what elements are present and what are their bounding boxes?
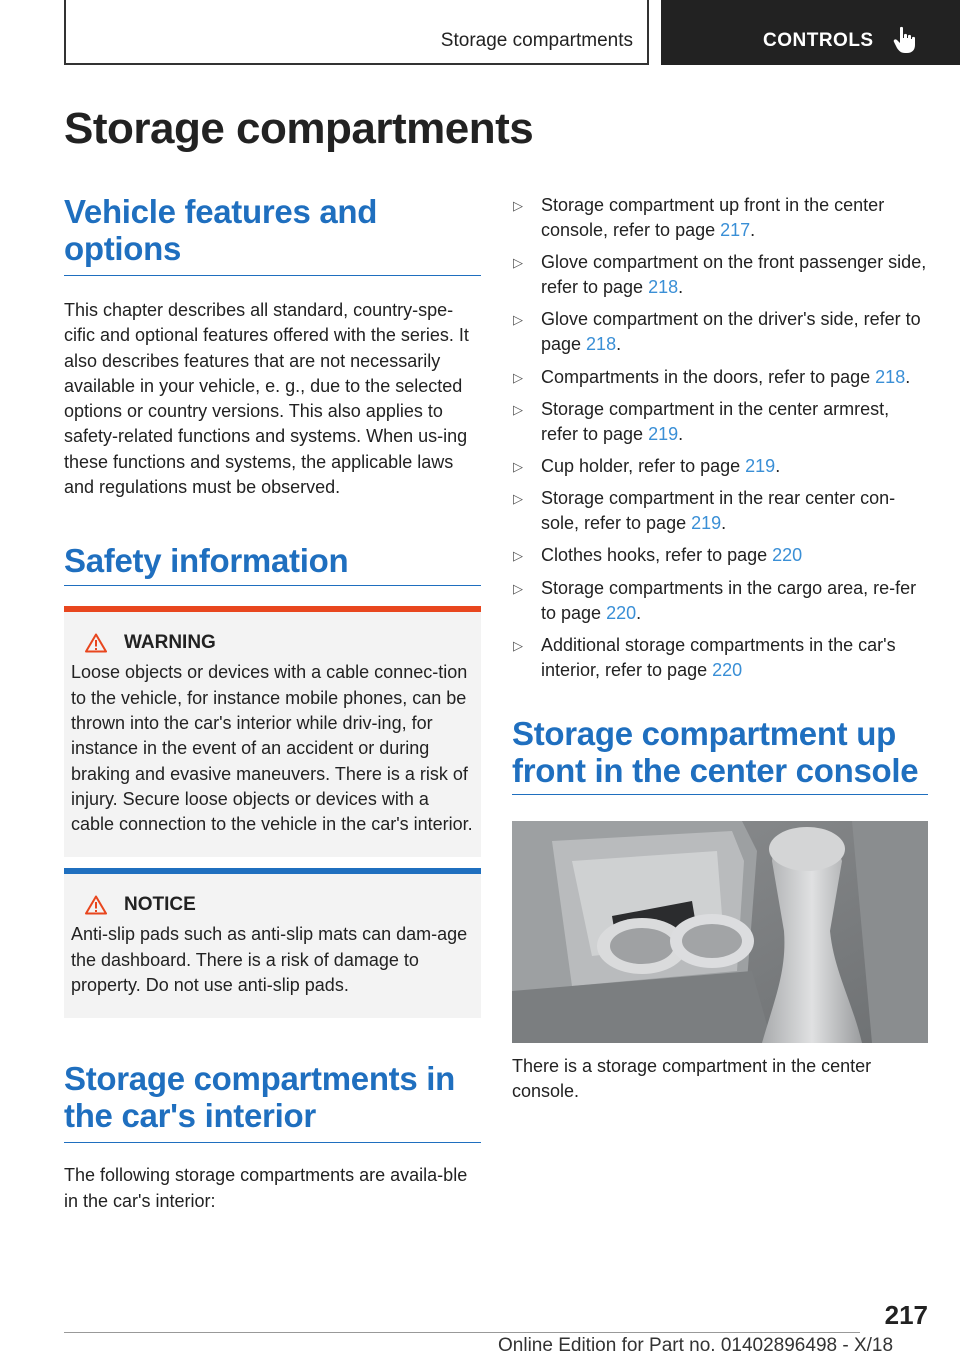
page-reference-link[interactable]: 218 — [586, 334, 617, 355]
list-item — [512, 543, 928, 568]
notice-triangle-icon — [85, 895, 107, 915]
list-item-text: Cup holder, refer to page — [541, 455, 746, 476]
bullet-triangle-icon: ▷ — [513, 637, 523, 653]
list-item-suffix: . — [678, 277, 684, 298]
list-item — [512, 307, 928, 357]
list-item-suffix: . — [775, 455, 781, 476]
list-item-text: Storage compartment up front in the center console, refer to page — [541, 195, 885, 240]
storage-interior-text: The following storage compartments are availa-ble in the car's interior: — [64, 1165, 468, 1211]
list-item-text: Storage compartments in the cargo area, re-fer to page — [541, 577, 917, 623]
notice-box — [64, 868, 481, 1018]
list-item-text: Storage compartment in the rear center con-sole, refer to page — [541, 488, 896, 534]
list-item — [512, 576, 928, 626]
warning-title — [71, 632, 474, 654]
page-reference-link[interactable]: 220 — [712, 659, 743, 680]
page-reference-link[interactable]: 217 — [720, 220, 751, 240]
page-reference-link[interactable]: 218 — [875, 366, 906, 387]
bullet-triangle-icon: ▷ — [513, 491, 523, 507]
page-title: Storage compartments — [64, 104, 534, 153]
header-chapter-label: CONTROLS — [763, 30, 874, 51]
list-item-text: Glove compartment on the driver's side, refer to page — [541, 309, 921, 355]
warning-triangle-icon — [85, 633, 107, 653]
heading-center-console: Storage compartment up front in the center console — [512, 715, 928, 795]
bullet-triangle-icon: ▷ — [513, 580, 523, 596]
list-item-suffix: . — [616, 334, 622, 355]
bullet-triangle-icon: ▷ — [513, 369, 523, 385]
list-item — [512, 633, 928, 683]
warning-text: Loose objects or devices with a cable connec-tion to the vehicle, for instance mobile phones, can be thrown into the car's interior while driv-ing, for instance in the event of an accident or during braking and evasive maneuvers. There is a risk of injury. Secure loose objects or devices with a cable connection to the vehicle in the car's interior. — [71, 662, 473, 835]
bullet-triangle-icon: ▷ — [513, 255, 523, 271]
list-item-text: Compartments in the doors, refer to page — [541, 366, 876, 387]
list-item — [512, 250, 928, 300]
list-item-text: Glove compartment on the front passenger side, refer to page — [541, 252, 927, 298]
header-section-tab — [64, 0, 649, 65]
bullet-triangle-icon: ▷ — [513, 458, 523, 474]
list-item-suffix: . — [905, 366, 911, 387]
left-column — [64, 193, 481, 1214]
list-item-text: Storage compartment in the center armrest, refer to page — [541, 398, 890, 444]
page-reference-link[interactable]: 220 — [606, 602, 637, 623]
header-section-title: Storage compartments — [440, 30, 633, 51]
center-console-text: There is a storage compartment in the center console. — [512, 1055, 872, 1102]
list-item-text: Clothes hooks, refer to page — [541, 545, 773, 566]
bullet-triangle-icon: ▷ — [513, 401, 523, 417]
footer-divider — [64, 1332, 860, 1333]
page-reference-link[interactable]: 218 — [648, 277, 679, 298]
warning-title-text: WARNING — [124, 632, 216, 654]
list-item — [512, 193, 928, 243]
right-column — [512, 193, 928, 1104]
list-item-suffix: . — [636, 602, 642, 623]
notice-text: Anti-slip pads such as anti-slip mats can dam-age the dashboard. There is a risk of damage to property. Do not use anti-slip pads. — [71, 924, 468, 996]
list-item-text: Additional storage compartments in the car's interior, refer to page — [541, 634, 896, 680]
bullet-triangle-icon: ▷ — [513, 198, 523, 213]
vehicle-features-text: This chapter describes all standard, country-spe-cific and optional features offered with the series. It also describes features that are not necessarily available in your vehicle, e. g., due to the selected options or country versions. This also applies to safety-related functions and systems. When us-ing these functions and systems, the applicable laws and regulations must be observed. — [64, 300, 469, 498]
list-item — [512, 454, 928, 479]
list-item-suffix: . — [750, 220, 756, 240]
heading-storage-interior: Storage compartments in the car's interior — [64, 1060, 481, 1143]
list-item-suffix: . — [721, 513, 727, 534]
list-item — [512, 365, 928, 390]
heading-safety-information: Safety information — [64, 542, 481, 586]
bullet-triangle-icon: ▷ — [513, 312, 523, 328]
list-item — [512, 397, 928, 447]
center-console-photo — [512, 821, 928, 1043]
page-number: 217 — [884, 1300, 928, 1330]
footer-edition: Online Edition for Part no. 01402896498 - X/18 — [498, 1335, 894, 1356]
pointing-hand-icon — [893, 26, 919, 54]
page-reference-link[interactable]: 220 — [772, 545, 803, 566]
page-reference-link[interactable]: 219 — [745, 455, 776, 476]
list-item-suffix: . — [678, 423, 684, 444]
list-item — [512, 486, 928, 536]
bullet-triangle-icon: ▷ — [513, 548, 523, 564]
notice-title — [71, 894, 474, 916]
page-reference-link[interactable]: 219 — [691, 513, 722, 534]
page-reference-link[interactable]: 219 — [648, 423, 679, 444]
notice-title-text: NOTICE — [124, 894, 196, 916]
warning-box — [64, 606, 481, 857]
storage-list — [512, 193, 928, 683]
header-chapter-tab — [661, 0, 960, 65]
heading-vehicle-features: Vehicle features and options — [64, 193, 481, 276]
